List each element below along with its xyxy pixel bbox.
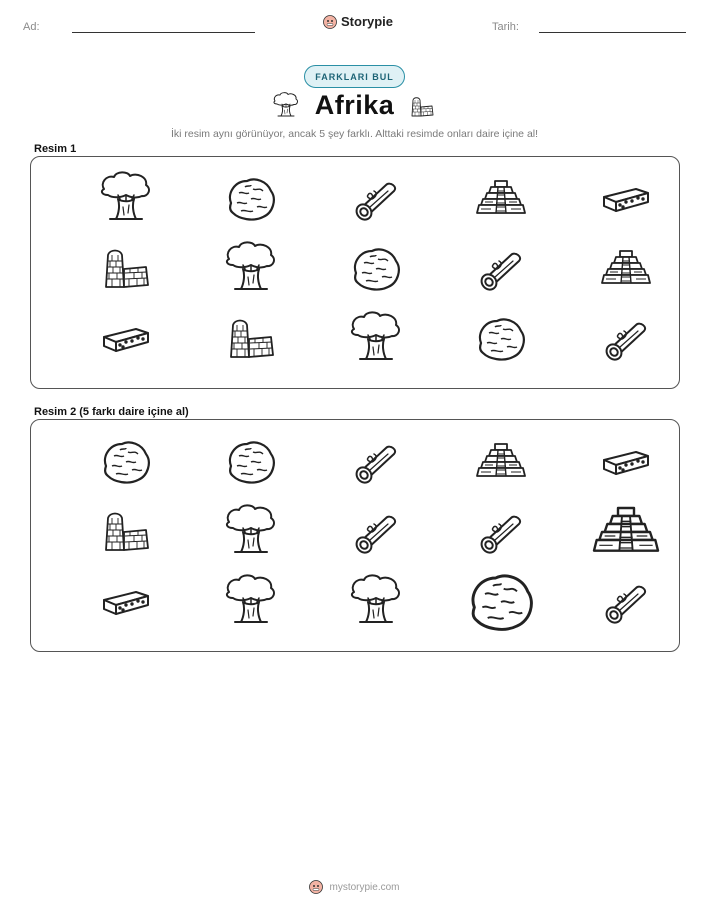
activity-badge: FARKLARI BUL [304, 65, 405, 88]
date-line[interactable] [539, 32, 686, 33]
picture2-zimbabwe-ruins-icon[interactable] [96, 502, 156, 562]
zimbabwe-ruins-icon [407, 92, 437, 122]
picture2-brick-icon[interactable] [96, 572, 156, 632]
picture2-baobab-tree-icon[interactable] [221, 502, 281, 562]
scroll-icon [471, 239, 531, 299]
picture-1-panel [30, 156, 680, 389]
picture2-scroll-icon[interactable] [346, 502, 406, 562]
picture2-pyramid-icon[interactable] [471, 432, 531, 492]
picture2-scroll-icon[interactable] [471, 502, 531, 562]
storypie-logo-icon [309, 880, 323, 894]
picture1-brick-icon[interactable] [596, 169, 656, 229]
picture1-baobab-tree-icon[interactable] [221, 239, 281, 299]
footer-site[interactable]: mystorypie.com [329, 881, 400, 893]
picture1-scroll-icon[interactable] [596, 309, 656, 369]
picture1-scroll-icon[interactable] [346, 169, 406, 229]
picture2-scroll-icon[interactable] [346, 432, 406, 492]
picture1-pyramid-icon[interactable] [596, 239, 656, 299]
baobab-tree-icon [221, 502, 281, 562]
picture2-scroll-icon[interactable] [596, 572, 656, 632]
picture1-zimbabwe-ruins-icon[interactable] [221, 309, 281, 369]
rock-icon [221, 169, 281, 229]
zimbabwe-ruins-icon [221, 309, 281, 369]
scroll-icon [346, 169, 406, 229]
picture2-baobab-tree-icon[interactable] [346, 572, 406, 632]
rock-icon [221, 432, 281, 492]
rock-icon [346, 239, 406, 299]
scroll-icon [596, 572, 656, 632]
baobab-tree-icon [346, 309, 406, 369]
picture1-rock-icon[interactable] [221, 169, 281, 229]
footer [0, 880, 709, 894]
picture-2-panel [30, 419, 680, 652]
picture2-rock-icon[interactable] [221, 432, 281, 492]
brick-icon [96, 572, 156, 632]
picture1-zimbabwe-ruins-icon[interactable] [96, 239, 156, 299]
baobab-tree-icon [346, 572, 406, 632]
zimbabwe-ruins-icon [96, 502, 156, 562]
brand-header [323, 14, 393, 29]
date-label: Tarih: [492, 21, 519, 33]
rock-icon [471, 309, 531, 369]
picture2-pyramid-icon[interactable] [586, 492, 666, 572]
brick-icon [596, 169, 656, 229]
scroll-icon [596, 309, 656, 369]
picture1-pyramid-icon[interactable] [471, 169, 531, 229]
panel1-label: Resim 1 [34, 143, 77, 155]
scroll-icon [346, 502, 406, 562]
baobab-tree-icon [221, 239, 281, 299]
page-title: Afrika [314, 90, 395, 120]
instructions: İki resim aynı görünüyor, ancak 5 şey farklı. Alttaki resimde onları daire içine al! [170, 128, 539, 140]
picture2-brick-icon[interactable] [596, 432, 656, 492]
panel2-label: Resim 2 (5 farkı daire içine al) [34, 406, 189, 418]
pyramid-icon [596, 239, 656, 299]
picture1-rock-icon[interactable] [346, 239, 406, 299]
name-label: Ad: [23, 21, 40, 33]
pyramid-icon [471, 432, 531, 492]
picture2-baobab-tree-icon[interactable] [221, 572, 281, 632]
scroll-icon [346, 432, 406, 492]
storypie-logo-icon [323, 15, 337, 29]
picture1-brick-icon[interactable] [96, 309, 156, 369]
zimbabwe-ruins-icon [96, 239, 156, 299]
pyramid-icon [471, 169, 531, 229]
brick-icon [96, 309, 156, 369]
baobab-tree-icon [96, 169, 156, 229]
picture1-baobab-tree-icon[interactable] [96, 169, 156, 229]
rock-icon [461, 562, 541, 642]
rock-icon [96, 432, 156, 492]
picture1-scroll-icon[interactable] [471, 239, 531, 299]
picture1-baobab-tree-icon[interactable] [346, 309, 406, 369]
brand-name: Storypie [341, 14, 394, 29]
pyramid-icon [586, 492, 666, 572]
scroll-icon [471, 502, 531, 562]
picture2-rock-icon[interactable] [461, 562, 541, 642]
brick-icon [596, 432, 656, 492]
name-line[interactable] [72, 32, 255, 33]
baobab-tree-icon [221, 572, 281, 632]
picture2-rock-icon[interactable] [96, 432, 156, 492]
picture1-rock-icon[interactable] [471, 309, 531, 369]
